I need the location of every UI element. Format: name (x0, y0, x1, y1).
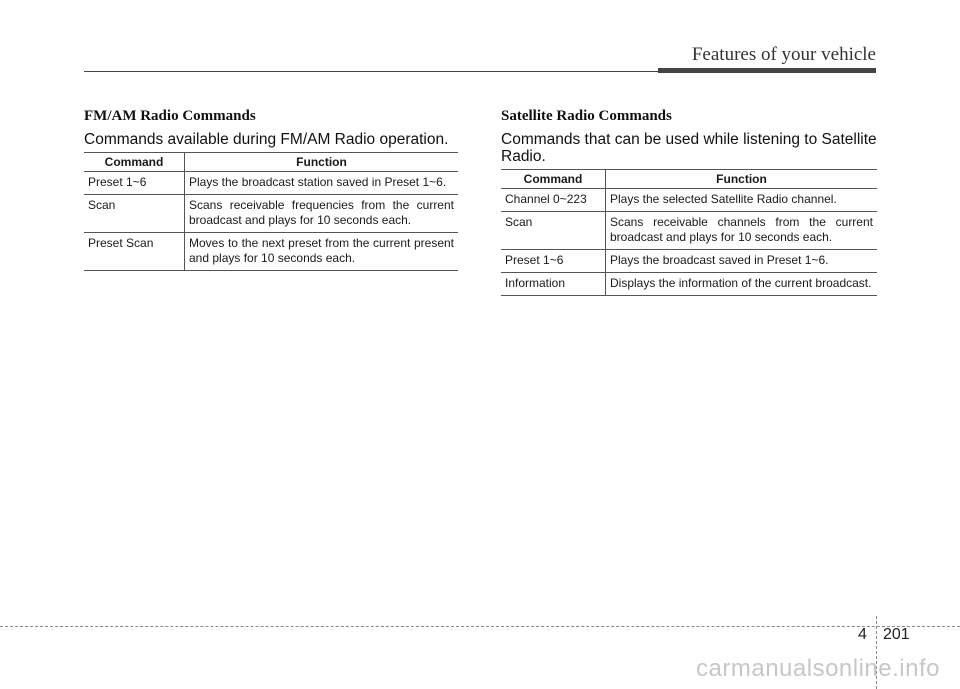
function-cell: Plays the broadcast station saved in Preset 1~6. (185, 172, 459, 195)
table-row (501, 250, 877, 273)
table-header-row (84, 153, 458, 172)
column-header-function: Function (606, 170, 878, 189)
function-cell: Plays the selected Satellite Radio channel. (606, 189, 878, 212)
header-rule-accent (658, 68, 876, 73)
column-header-command: Command (84, 153, 185, 172)
function-cell: Scans receivable channels from the current broadcast and plays for 10 seconds each. (606, 212, 878, 250)
table-row (84, 233, 458, 271)
column-header-command: Command (501, 170, 606, 189)
section-description: Commands that can be used while listening to Satellite Radio. (501, 131, 877, 165)
command-cell: Preset 1~6 (501, 250, 606, 273)
command-cell: Preset 1~6 (84, 172, 185, 195)
watermark: carmanualsonline.info (696, 655, 940, 682)
command-cell: Channel 0~223 (501, 189, 606, 212)
fm-am-commands-table (84, 152, 458, 271)
function-cell: Scans receivable frequencies from the current broadcast and plays for 10 seconds each. (185, 195, 459, 233)
section-title: FM/AM Radio Commands (84, 108, 256, 124)
satellite-commands-table (501, 169, 877, 296)
command-cell: Preset Scan (84, 233, 185, 271)
page-header-title: Features of your vehicle (691, 44, 876, 65)
command-cell: Information (501, 273, 606, 296)
section-description: Commands available during FM/AM Radio operation. (84, 131, 449, 148)
function-cell: Plays the broadcast saved in Preset 1~6. (606, 250, 878, 273)
function-cell: Moves to the next preset from the current present and plays for 10 seconds each. (185, 233, 459, 271)
fm-am-section (84, 108, 458, 271)
header-rule (84, 71, 660, 72)
table-row (84, 195, 458, 233)
table-row (501, 212, 877, 250)
function-cell: Displays the information of the current broadcast. (606, 273, 878, 296)
section-title: Satellite Radio Commands (501, 108, 672, 124)
table-row (84, 172, 458, 195)
table-header-row (501, 170, 877, 189)
column-header-function: Function (185, 153, 459, 172)
satellite-section (501, 108, 877, 296)
page-number: 201 (883, 626, 910, 643)
command-cell: Scan (501, 212, 606, 250)
table-row (501, 273, 877, 296)
chapter-number: 4 (858, 626, 867, 643)
footer-rule (0, 626, 960, 627)
command-cell: Scan (84, 195, 185, 233)
table-row (501, 189, 877, 212)
